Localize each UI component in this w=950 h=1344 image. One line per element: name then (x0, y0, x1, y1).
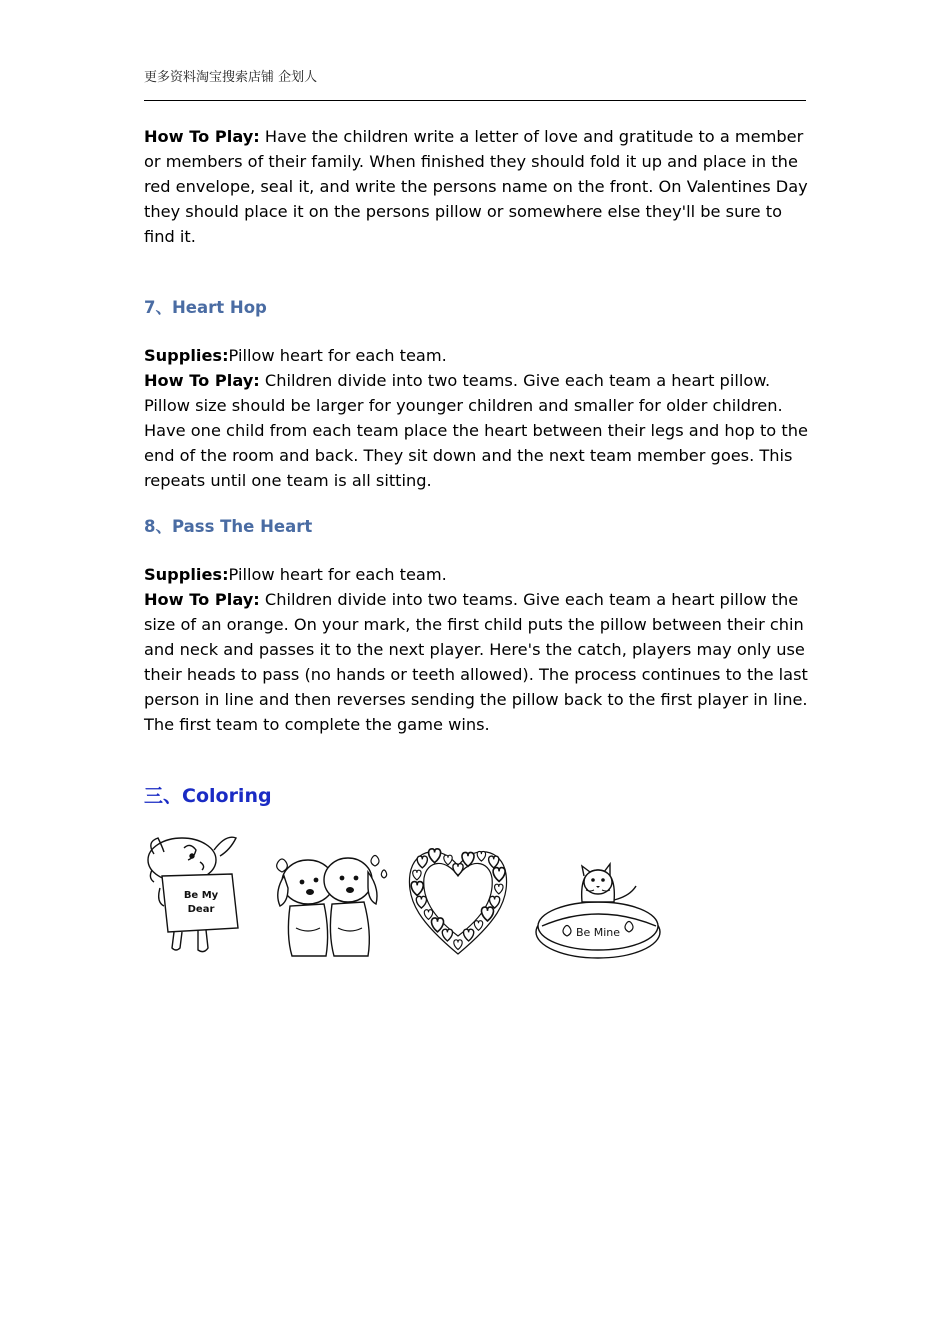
section-7-body (144, 343, 808, 493)
small-heart-icon (411, 882, 423, 896)
how-to-play-text: Children divide into two teams. Give each team a heart pillow the size of an orange. On your mark, the first child puts the pillow between their chin and neck and passes it to the next player. Here's the catch, players may only use their heads to pass (no hands or teeth allowed). The process continues to the last person in line and then reverses sending the pillow back to the first player in line. The first team to complete the game wins. (144, 590, 808, 734)
how-to-play-label: How To Play: (144, 371, 260, 390)
small-heart-icon (431, 918, 443, 932)
small-heart-icon (413, 870, 421, 880)
small-heart-icon (442, 929, 452, 941)
intro-paragraph (144, 124, 808, 249)
small-heart-icon (429, 849, 441, 863)
small-heart-icon (444, 855, 452, 865)
small-heart-icon (495, 884, 503, 894)
small-heart-icon (463, 929, 473, 941)
section-8-body (144, 562, 808, 737)
how-to-play-label: How To Play: (144, 127, 260, 146)
deer-sign-text: Be My (183, 890, 219, 901)
intro-text: Have the children write a letter of love and gratitude to a member or members of their family. When finished they should fold it up and place in the red envelope, seal it, and write the persons name on the front. On Valentines Day they should place it on the persons pillow or somewhere else they'll be sure to find it. (144, 127, 808, 246)
small-heart-icon (416, 896, 426, 908)
how-to-play-label: How To Play: (144, 590, 260, 609)
how-to-play-text: Children divide into two teams. Give each team a heart pillow. Pillow size should be larger for younger children and smaller for older children. Have one child from each team place the heart between their legs and hop to the end of the room and back. They sit down and the next team member goes. This repeats until one team is all sitting. (144, 371, 808, 490)
heart-wreath-picture (402, 832, 514, 962)
small-heart-icon (453, 864, 463, 876)
cat-on-pillow-picture (534, 832, 664, 962)
supplies-text: Pillow heart for each team. (228, 565, 447, 584)
small-heart-icon (424, 910, 432, 920)
small-heart-icon (454, 940, 462, 950)
deer-with-sign-picture (144, 832, 244, 960)
small-heart-icon (489, 896, 499, 908)
two-dogs-picture (272, 832, 392, 962)
small-heart-icon (481, 907, 493, 921)
supplies-text: Pillow heart for each team. (228, 346, 447, 365)
small-heart-icon (489, 856, 499, 868)
small-heart-icon (417, 856, 427, 868)
header-divider (144, 100, 806, 101)
supplies-label: Supplies: (144, 346, 229, 365)
section-7-heading: 7、Heart Hop (144, 298, 267, 317)
supplies-label: Supplies: (144, 565, 229, 584)
svg-text:Dear: Dear (187, 904, 215, 915)
cat-pillow-text: Be Mine (575, 926, 621, 939)
small-heart-icon (474, 921, 482, 931)
small-heart-icon (477, 851, 485, 861)
page-header: 更多资料淘宝搜索店铺 企划人 (144, 70, 318, 85)
coloring-heading: 三、Coloring (144, 785, 272, 807)
coloring-pictures (144, 832, 664, 964)
section-8-heading: 8、Pass The Heart (144, 517, 313, 536)
small-heart-icon (493, 868, 505, 882)
